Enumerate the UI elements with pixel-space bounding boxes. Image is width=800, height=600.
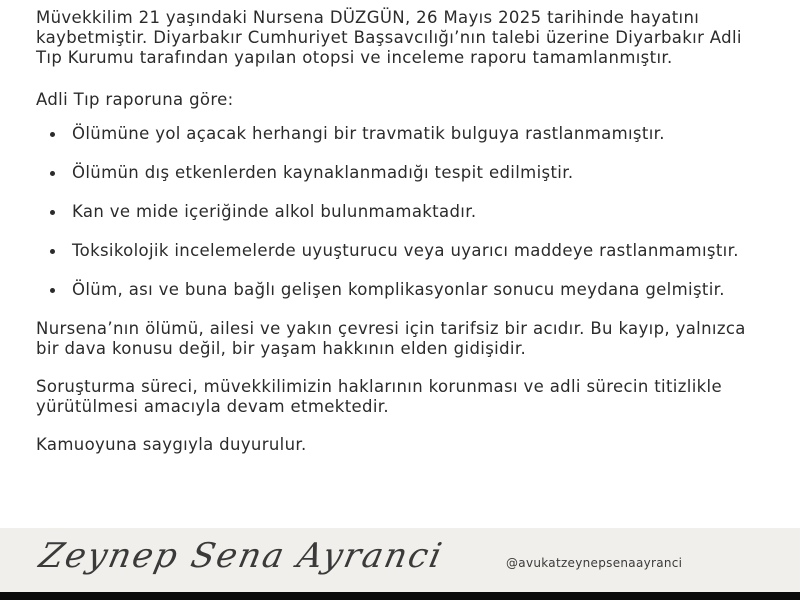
finding-text: Ölümüne yol açacak herhangi bir travmatik bulguya rastlanmamıştır. bbox=[72, 124, 665, 143]
closing-paragraph-2: Soruşturma süreci, müvekkilimizin haklarının korunması ve adli sürecin titizlikle yürütülmesi amacıyla devam etmektedir. bbox=[36, 377, 722, 416]
signature-footer bbox=[0, 528, 800, 592]
finding-text: Toksikolojik incelemelerde uyuşturucu veya uyarıcı maddeye rastlanmamıştır. bbox=[72, 241, 739, 260]
finding-text: Ölümün dış etkenlerden kaynaklanmadığı tespit edilmiştir. bbox=[72, 163, 574, 182]
statement-body bbox=[36, 8, 766, 473]
bullet-icon bbox=[50, 171, 55, 176]
closing-paragraph-3: Kamuoyuna saygıyla duyurulur. bbox=[36, 435, 307, 454]
report-lead: Adli Tıp raporuna göre: bbox=[36, 90, 234, 109]
finding-item bbox=[36, 124, 766, 144]
finding-item bbox=[36, 280, 766, 300]
social-handle: @avukatzeynepsenaayranci bbox=[506, 556, 683, 570]
bullet-icon bbox=[50, 249, 55, 254]
finding-item bbox=[36, 241, 766, 261]
finding-item bbox=[36, 163, 766, 183]
finding-item bbox=[36, 202, 766, 222]
bullet-icon bbox=[50, 288, 55, 293]
intro-paragraph: Müvekkilim 21 yaşındaki Nursena DÜZGÜN, 26 Mayıs 2025 tarihinde hayatını kaybetmiştir. Diyarbakır Cumhuriyet Başsavcılığı’nın talebi üzerine Diyarbakır Adli Tıp Kurumu tarafından yapılan otopsi ve inceleme raporu tamamlanmıştır. bbox=[36, 8, 742, 67]
bullet-icon bbox=[50, 132, 55, 137]
lawyer-signature: Zeynep Sena Ayranci bbox=[35, 536, 447, 576]
findings-list bbox=[36, 124, 766, 300]
finding-text: Kan ve mide içeriğinde alkol bulunmamaktadır. bbox=[72, 202, 477, 221]
bottom-border bbox=[0, 592, 800, 600]
closing-paragraph-1: Nursena’nın ölümü, ailesi ve yakın çevresi için tarifsiz bir acıdır. Bu kayıp, yalnızca bir dava konusu değil, bir yaşam hakkının elden gidişidir. bbox=[36, 319, 746, 358]
bullet-icon bbox=[50, 210, 55, 215]
finding-text: Ölüm, ası ve buna bağlı gelişen komplikasyonlar sonucu meydana gelmiştir. bbox=[72, 280, 725, 299]
